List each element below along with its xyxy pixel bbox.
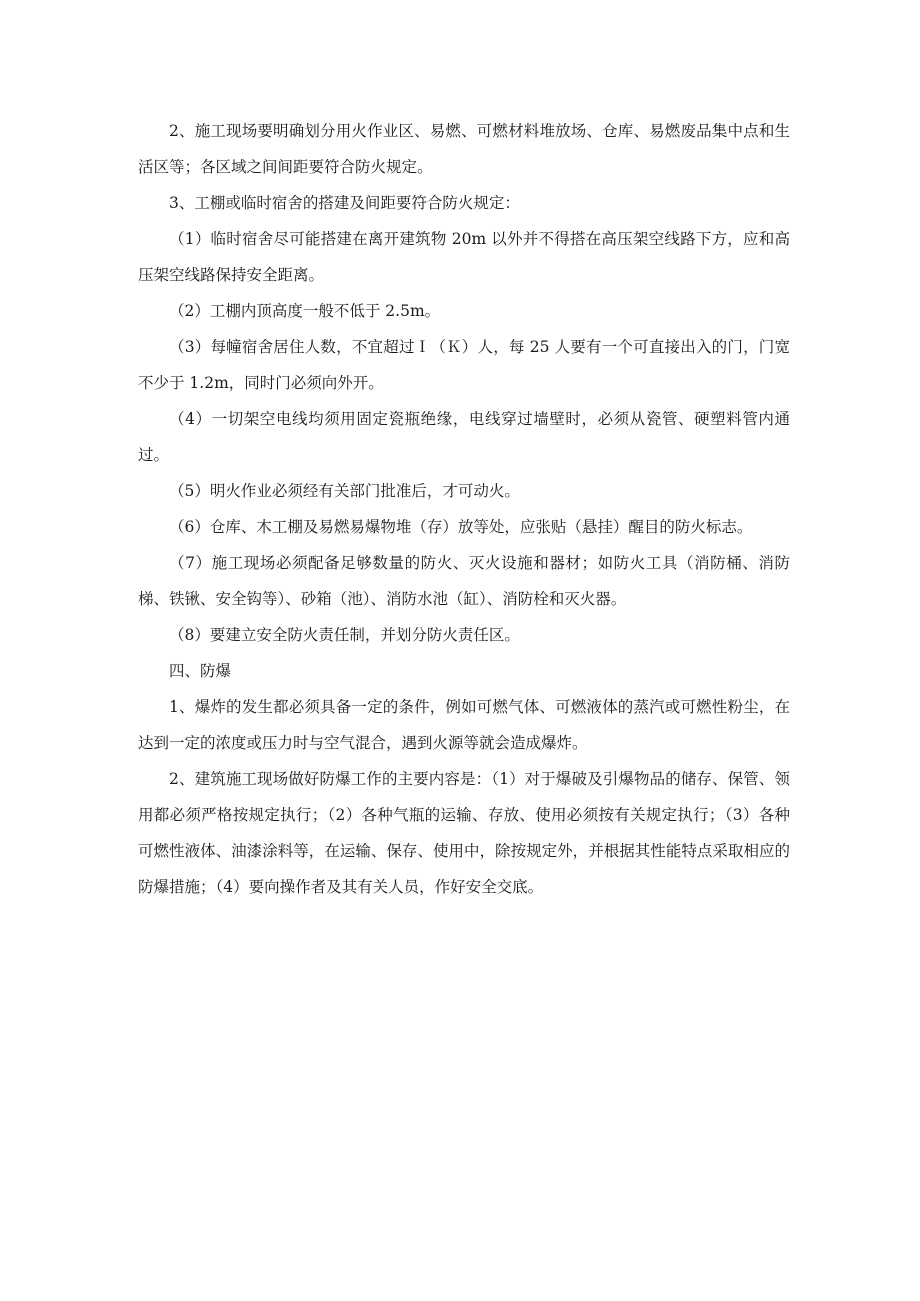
paragraph-fire-zones: 2、施工现场要明确划分用火作业区、易燃、可燃材料堆放场、仓库、易燃废品集中点和生活区等；各区域之间间距要符合防火规定。 bbox=[138, 122, 790, 176]
paragraph-explosion-conditions: 1、爆炸的发生都必须具备一定的条件，例如可燃气体、可燃液体的蒸汽或可燃性粉尘，在达到一定的浓度或压力时与空气混合，遇到火源等就会造成爆炸。 bbox=[138, 698, 790, 752]
paragraph-item-1: （1）临时宿舍尽可能搭建在离开建筑物 20m 以外并不得搭在高压架空线路下方，应和高压架空线路保持安全距离。 bbox=[138, 230, 790, 284]
paragraph-item-7: （7）施工现场必须配备足够数量的防火、灭火设施和器材；如防火工具（消防桶、消防梯、铁锹、安全钩等）、砂箱（池）、消防水池（缸）、消防栓和灭火器。 bbox=[138, 554, 790, 608]
paragraph-item-8: （8）要建立安全防火责任制，并划分防火责任区。 bbox=[169, 626, 520, 644]
paragraph-item-4: （4）一切架空电线均须用固定瓷瓶绝缘，电线穿过墙壁时，必须从瓷管、硬塑料管内通过。 bbox=[138, 410, 790, 464]
document-body bbox=[138, 113, 790, 905]
paragraph-item-5: （5）明火作业必须经有关部门批准后，才可动火。 bbox=[169, 482, 520, 500]
paragraph-sheds-spacing: 3、工棚或临时宿舍的搭建及间距要符合防火规定： bbox=[169, 194, 520, 212]
paragraph-explosion-measures: 2、建筑施工现场做好防爆工作的主要内容是：（1）对于爆破及引爆物品的储存、保管、领用都必须严格按规定执行；（2）各种气瓶的运输、存放、使用必须按有关规定执行；（3）各种可燃性液体、油漆涂料等，在运输、保存、使用中，除按规定外，并根据其性能特点采取相应的防爆措施；（4）要向操作者及其有关人员，作好安全交底。 bbox=[138, 770, 790, 896]
paragraph-item-2: （2）工棚内顶高度一般不低于 2.5m。 bbox=[169, 302, 441, 320]
paragraph-item-3: （3）每幢宿舍居住人数，不宜超过Ｉ（Ｋ）人，每 25 人要有一个可直接出入的门，门宽不少于 1.2m，同时门必须向外开。 bbox=[138, 338, 790, 392]
paragraph-item-6: （6）仓库、木工棚及易燃易爆物堆（存）放等处，应张贴（悬挂）醒目的防火标志。 bbox=[169, 518, 753, 536]
section-heading-explosion-prevention: 四、防爆 bbox=[169, 662, 232, 680]
